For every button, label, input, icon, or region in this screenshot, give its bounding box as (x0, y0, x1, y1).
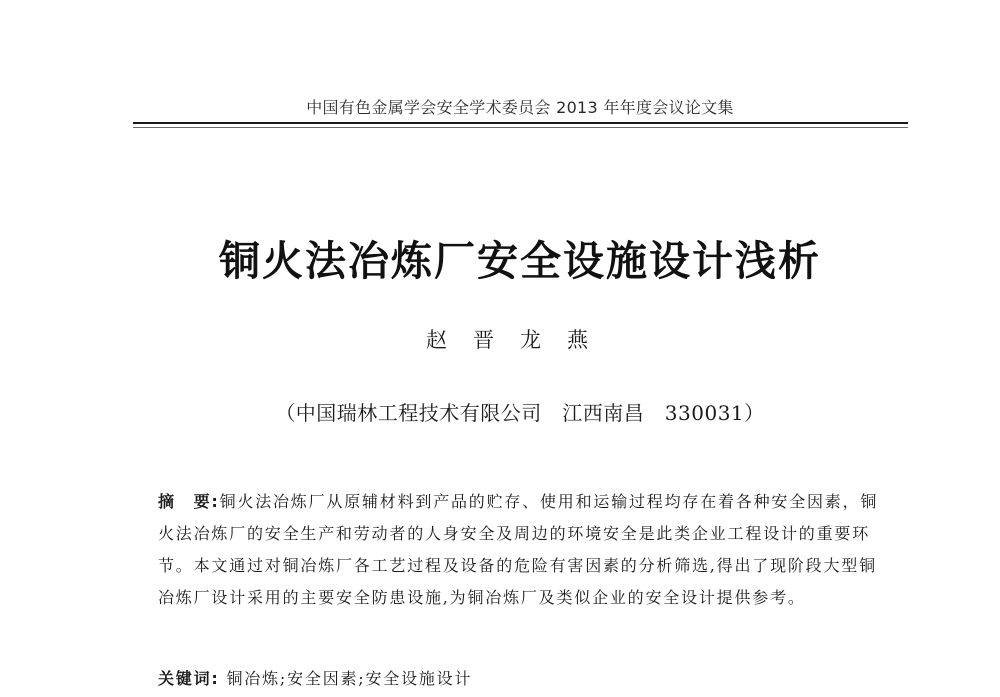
abstract-text: 铜火法冶炼厂从原辅材料到产品的贮存、使用和运输过程均存在着各种安全因素，铜火法冶炼厂的安全生产和劳动者的人身安全及周边的环境安全是此类企业工程设计的重要环节。本文通过对铜冶炼厂各工艺过程及设备的危险有害因素的分析筛选,得出了现阶段大型铜冶炼厂设计采用的主要安全防患设施,为铜冶炼厂及类似企业的安全设计提供参考。 (158, 492, 879, 607)
keywords-text: 铜冶炼;安全因素;安全设施设计 (226, 669, 473, 688)
author-affiliation: （中国瑞林工程技术有限公司 江西南昌 330031） (275, 401, 765, 425)
abstract-label: 摘 要: (158, 492, 220, 511)
header-rule (133, 122, 908, 124)
header-rule-thin (133, 127, 908, 128)
paper-title: 铜火法冶炼厂安全设施设计浅析 (219, 237, 821, 285)
keywords-line (158, 666, 888, 689)
running-header: 中国有色金属学会安全学术委员会 2013 年年度会议论文集 (306, 98, 734, 117)
keywords-label: 关键词: (158, 669, 220, 688)
abstract-paragraph (158, 486, 888, 614)
author-names: 赵晋龙燕 (426, 328, 614, 352)
